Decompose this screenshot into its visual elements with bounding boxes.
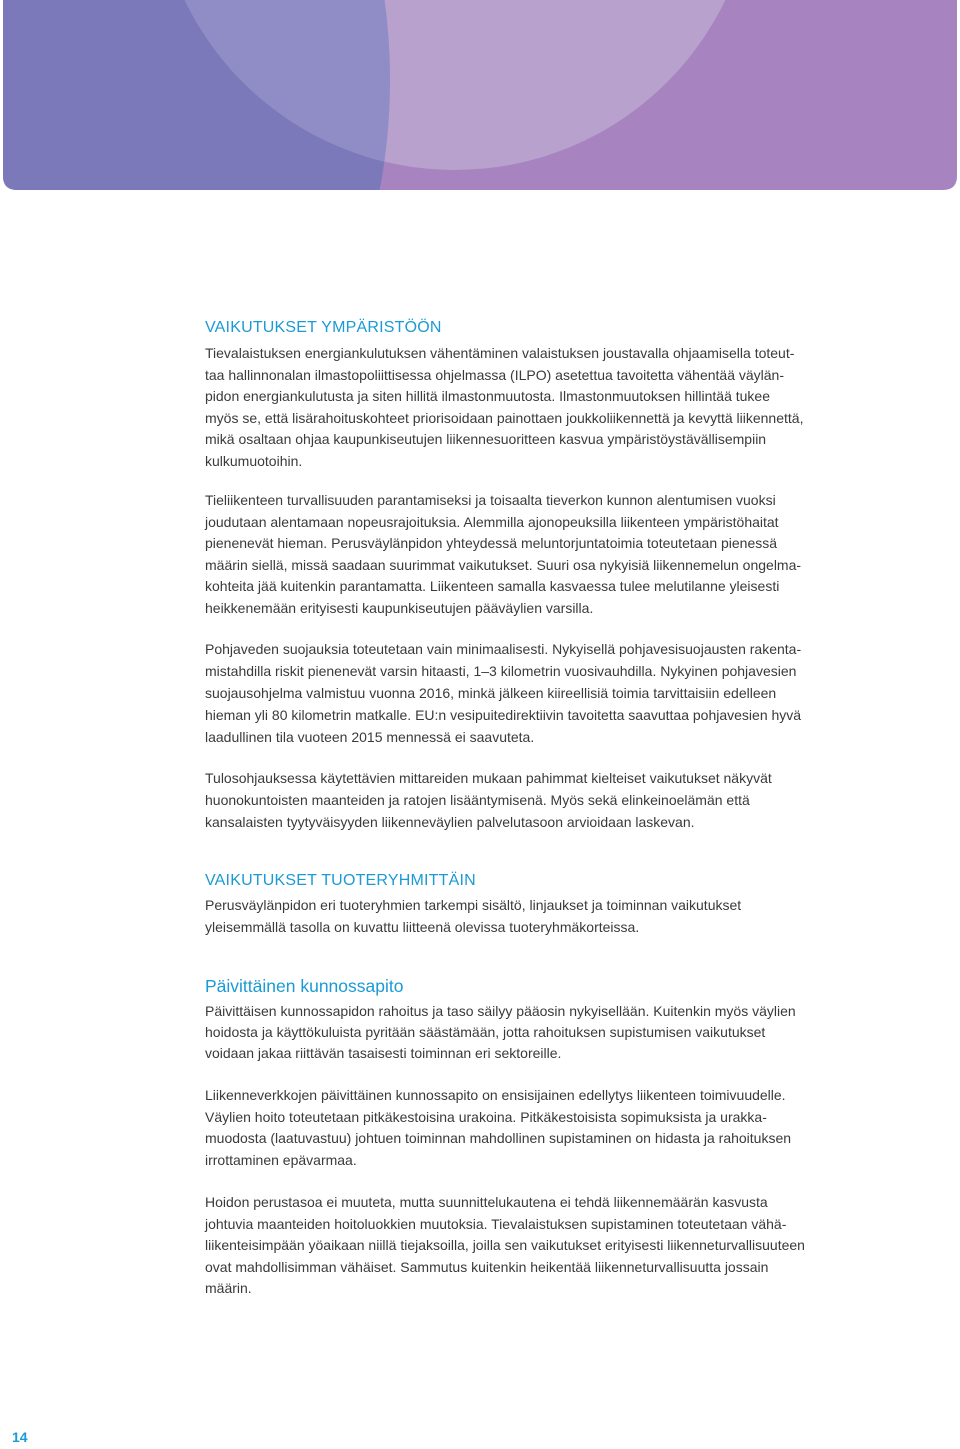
text-line: määrin siellä, missä saadaan suurimmat vaikutukset. Suuri osa nykyisiä liikennemelun ongelma- — [205, 556, 802, 573]
paragraph — [205, 490, 801, 619]
text-line: Tieliikenteen turvallisuuden parantamiseksi ja toisaalta tieverkon kunnon alentumisen vuoksi — [205, 492, 776, 508]
text-line: Hoidon perustasoa ei muuteta, mutta suunnittelukautena ei tehdä liikennemäärän kasvusta — [205, 1194, 768, 1210]
text-line: myös se, että lisärahoituskohteet priorisoidaan painottaen joukkoliikennettä ja kevyttä liikennettä, — [205, 409, 804, 426]
text-line: hieman yli 80 kilometrin matkalle. EU:n vesipuitedirektiivin tavoitetta saavuttaa pohjavesien hyvä — [205, 707, 802, 723]
text-line: laadullinen tila vuoteen 2015 mennessä ei saavuteta. — [205, 729, 535, 745]
text-line: Liikenneverkkojen päivittäinen kunnossapito on ensisijainen edellytys liikenteen toimivuudelle. — [205, 1087, 786, 1103]
text-line: Pohjaveden suojauksia toteutetaan vain minimaalisesti. Nykyisellä pohjavesisuojausten rakenta- — [205, 641, 802, 657]
text-line: joudutaan alentamaan nopeusrajoituksia. Alemmilla ajonopeuksilla liikenteen ympäristöhaitat — [205, 513, 779, 530]
text-line: johtuvia maanteiden hoitoluokkien muutoksia. Tievalaistuksen supistaminen toteutetaan vähä- — [205, 1215, 787, 1232]
text-line: irrottaminen epävarmaa. — [205, 1151, 357, 1168]
text-line: kulkumuotoihin. — [205, 452, 303, 469]
text-line: muodosta (laatuvastuu) johtuen toiminnan mahdollinen supistaminen on hidasta ja rahoituksen — [205, 1130, 792, 1146]
text-line: huonokuntoisten maanteiden ja ratojen lisääntymisenä. Myös sekä elinkeinoelämän että — [205, 792, 750, 808]
paragraph — [205, 767, 772, 833]
paragraph — [205, 1192, 805, 1300]
header-banner — [3, 0, 957, 190]
text-line: Päivittäisen kunnossapidon rahoitus ja taso säilyy pääosin nykyisellään. Kuitenkin myös väylien — [205, 1003, 796, 1019]
section-heading-daily-maintenance: Päivittäinen kunnossapito — [205, 976, 404, 996]
text-line: mistahdilla riskit pienenevät varsin hitaasti, 1–3 kilometrin vuosivauhdilla. Nykyinen pohjavesien — [205, 663, 797, 679]
text-line: suojausohjelma valmistuu vuonna 2016, minkä jälkeen kiireellisiä toimia tarvittaisiin edelleen — [205, 685, 777, 701]
text-line: hoidosta ja käyttökuluista pyritään säästämään, jotta rahoituksen supistumisen vaikutukset — [205, 1024, 766, 1040]
text-line: Perusväylänpidon eri tuoteryhmien tarkempi sisältö, linjaukset ja toiminnan vaikutukset — [205, 897, 742, 913]
text-line: Väylien hoito toteutetaan pitkäkestoisina urakoina. Pitkäkestoisista sopimuksista ja urakka- — [205, 1108, 767, 1125]
page-number: 14 — [12, 1429, 28, 1445]
paragraph — [205, 1001, 796, 1064]
paragraph — [205, 343, 803, 472]
text-line: mikä osaltaan ohjaa kaupunkiseutujen liikennesuoritteen kasvua ympäristöystävällisempiin — [205, 431, 767, 447]
text-line: kansalaisten tyytyväisyyden liikenneväylien palvelutasoon arvioidaan laskevan. — [205, 814, 695, 830]
text-line: pidon energiankulutusta ja siten hillitä ilmastonmuutosta. Ilmastonmuutoksen hillintää tukee — [205, 388, 770, 404]
section-heading-product-groups: VAIKUTUKSET TUOTERYHMITTÄIN — [205, 872, 476, 889]
text-line: kohteita jää kuitenkin parantamatta. Liikenteen samalla kasvaessa tulee melutilanne yleisesti — [205, 578, 780, 594]
text-line: taa hallinnonalan ilmastopoliittisessa ohjelmassa (ILPO) asetettua tavoitetta vähentää väylän- — [205, 366, 784, 383]
text-line: yleisemmällä tasolla on kuvattu liitteenä olevissa tuoteryhmäkorteissa. — [205, 918, 640, 935]
paragraph — [205, 1085, 791, 1171]
text-line: Tulosohjauksessa käytettävien mittareiden mukaan pahimmat kielteiset vaikutukset näkyvät — [205, 770, 772, 786]
text-line: liikenteisimpään yöaikaan niillä tiejaksoilla, joilla sen vaikutukset erityisesti liikenneturvallisuuteen — [205, 1237, 805, 1253]
section-heading-environment: VAIKUTUKSET YMPÄRISTÖÖN — [205, 319, 442, 336]
text-line: ovat mahdollisimman vähäiset. Sammutus kuitenkin heikentää liikenneturvallisuutta jossain — [205, 1258, 769, 1275]
text-line: heikkenemään erityisesti kaupunkiseutujen pääväylien varsilla. — [205, 599, 594, 616]
text-line: määrin. — [205, 1280, 252, 1296]
text-line: voidaan jakaa riittävän tasaisesti toiminnan eri sektoreille. — [205, 1045, 562, 1061]
text-line: Tievalaistuksen energiankulutuksen vähentäminen valaistuksen joustavalla ohjaamisella toteut- — [205, 345, 795, 361]
paragraph — [205, 638, 801, 748]
text-line: pienenevät hieman. Perusväylänpidon yhteydessä meluntorjuntatoimia toteutetaan pienessä — [205, 535, 778, 551]
paragraph — [205, 895, 741, 938]
